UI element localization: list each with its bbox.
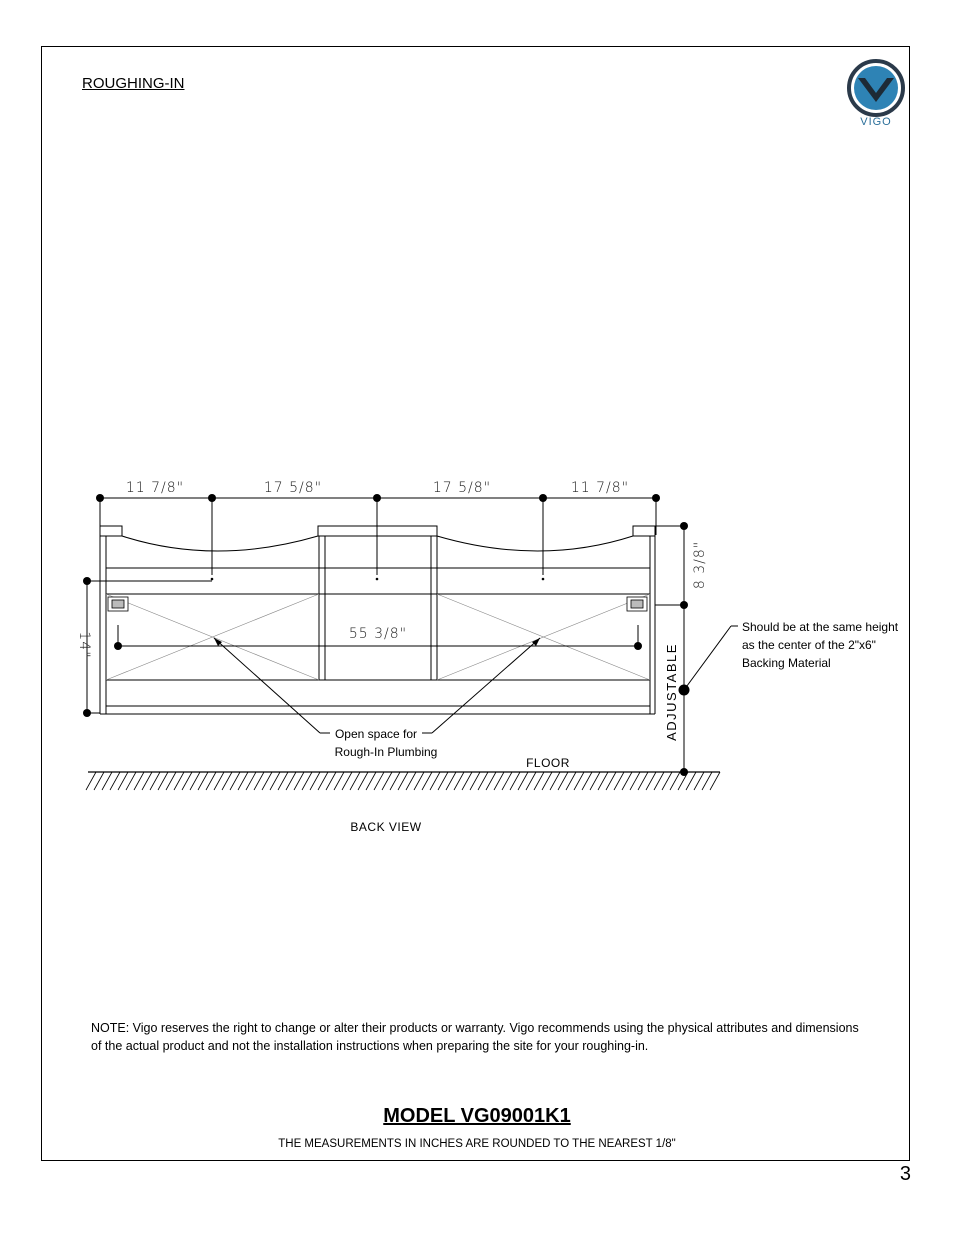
hatch-stroke xyxy=(414,772,424,790)
hatch-stroke xyxy=(374,772,384,790)
hatch-stroke xyxy=(318,772,328,790)
hatch-stroke xyxy=(382,772,392,790)
hatch-stroke xyxy=(238,772,248,790)
hatch-stroke xyxy=(598,772,608,790)
floor-hatching xyxy=(86,772,720,790)
hatch-stroke xyxy=(486,772,496,790)
width-dim-1: 11 7/8" xyxy=(125,480,185,496)
height-callout-line-1: Should be at the same height xyxy=(742,620,899,634)
hatch-stroke xyxy=(438,772,448,790)
hatch-stroke xyxy=(342,772,352,790)
width-dim-2: 17 5/8" xyxy=(263,480,323,496)
height-callout-leader xyxy=(684,626,738,690)
hatch-stroke xyxy=(326,772,336,790)
plumbing-callout-line-2: Rough-In Plumbing xyxy=(334,745,438,759)
hatch-stroke xyxy=(614,772,624,790)
hatch-stroke xyxy=(254,772,264,790)
hatch-stroke xyxy=(350,772,360,790)
hatch-stroke xyxy=(390,772,400,790)
hatch-stroke xyxy=(446,772,456,790)
right-height-label: 8 3/8" xyxy=(692,540,708,590)
hatch-stroke xyxy=(710,772,720,790)
hatch-stroke xyxy=(214,772,224,790)
floor-label: FLOOR xyxy=(526,756,570,770)
hatch-stroke xyxy=(142,772,152,790)
hatch-stroke xyxy=(262,772,272,790)
hatch-stroke xyxy=(662,772,672,790)
hatch-stroke xyxy=(246,772,256,790)
hatch-stroke xyxy=(166,772,176,790)
width-dim-3: 17 5/8" xyxy=(432,480,492,496)
hatch-stroke xyxy=(102,772,112,790)
hatch-stroke xyxy=(182,772,192,790)
hatch-stroke xyxy=(478,772,488,790)
hatch-stroke xyxy=(334,772,344,790)
hatch-stroke xyxy=(94,772,104,790)
hatch-stroke xyxy=(206,772,216,790)
hatch-stroke xyxy=(190,772,200,790)
hatch-stroke xyxy=(222,772,232,790)
rounding-note: THE MEASUREMENTS IN INCHES ARE ROUNDED TO THE NEAREST 1/8" xyxy=(278,1138,676,1150)
hatch-stroke xyxy=(422,772,432,790)
hatch-stroke xyxy=(694,772,704,790)
hatch-stroke xyxy=(470,772,480,790)
hatch-stroke xyxy=(358,772,368,790)
hatch-stroke xyxy=(230,772,240,790)
hatch-stroke xyxy=(454,772,464,790)
section-title: ROUGHING-IN xyxy=(82,75,185,92)
hatch-stroke xyxy=(630,772,640,790)
page-number: 3 xyxy=(899,1163,911,1185)
hatch-stroke xyxy=(158,772,168,790)
hatch-stroke xyxy=(174,772,184,790)
hatch-stroke xyxy=(622,772,632,790)
hatch-stroke xyxy=(638,772,648,790)
hatch-stroke xyxy=(542,772,552,790)
note-line-2: of the actual product and not the installation instructions when preparing the site for your roughing-in. xyxy=(91,1039,649,1053)
hatch-stroke xyxy=(278,772,288,790)
note-line-1: NOTE: Vigo reserves the right to change or alter their products or warranty. Vigo recommends using the physical attributes and dimensions xyxy=(91,1021,859,1035)
hatch-stroke xyxy=(550,772,560,790)
top-dimension-dots xyxy=(96,494,660,580)
hatch-stroke xyxy=(302,772,312,790)
hatch-stroke xyxy=(430,772,440,790)
hatch-stroke xyxy=(606,772,616,790)
hatch-stroke xyxy=(526,772,536,790)
hatch-stroke xyxy=(150,772,160,790)
hatch-stroke xyxy=(686,772,696,790)
height-callout-line-2: as the center of the 2"x6" xyxy=(742,638,876,652)
hatch-stroke xyxy=(518,772,528,790)
hatch-stroke xyxy=(118,772,128,790)
hatch-stroke xyxy=(502,772,512,790)
hatch-stroke xyxy=(510,772,520,790)
hatch-stroke xyxy=(654,772,664,790)
hatch-stroke xyxy=(534,772,544,790)
hatch-stroke xyxy=(110,772,120,790)
plumbing-callout-line-1: Open space for xyxy=(334,727,418,741)
left-height-label: 14" xyxy=(76,631,92,659)
hatch-stroke xyxy=(670,772,680,790)
model-title xyxy=(0,1105,954,1128)
logo-brand-text: VIGO xyxy=(860,116,892,128)
hatch-stroke xyxy=(494,772,504,790)
hatch-stroke xyxy=(582,772,592,790)
height-callout-line-3: Backing Material xyxy=(742,656,831,670)
view-label: BACK VIEW xyxy=(350,820,422,834)
inner-width-label: 55 3/8" xyxy=(348,626,408,642)
hatch-stroke xyxy=(86,772,96,790)
hatch-stroke xyxy=(702,772,712,790)
hatch-stroke xyxy=(590,772,600,790)
hatch-stroke xyxy=(406,772,416,790)
hatch-stroke xyxy=(310,772,320,790)
adjustable-label: ADJUSTABLE xyxy=(664,643,679,741)
hatch-stroke xyxy=(558,772,568,790)
hatch-stroke xyxy=(126,772,136,790)
hatch-stroke xyxy=(366,772,376,790)
hatch-stroke xyxy=(286,772,296,790)
width-dim-4: 11 7/8" xyxy=(570,480,630,496)
disclaimer-note xyxy=(91,1019,871,1055)
hatch-stroke xyxy=(294,772,304,790)
hatch-stroke xyxy=(566,772,576,790)
model-number: MODEL VG09001K1 xyxy=(383,1105,571,1127)
hatch-stroke xyxy=(134,772,144,790)
mounting-brackets xyxy=(108,597,647,611)
hatch-stroke xyxy=(198,772,208,790)
hatch-stroke xyxy=(574,772,584,790)
hatch-stroke xyxy=(646,772,656,790)
hatch-stroke xyxy=(270,772,280,790)
hatch-stroke xyxy=(398,772,408,790)
plumbing-callout-leaders xyxy=(214,638,540,733)
hatch-stroke xyxy=(462,772,472,790)
